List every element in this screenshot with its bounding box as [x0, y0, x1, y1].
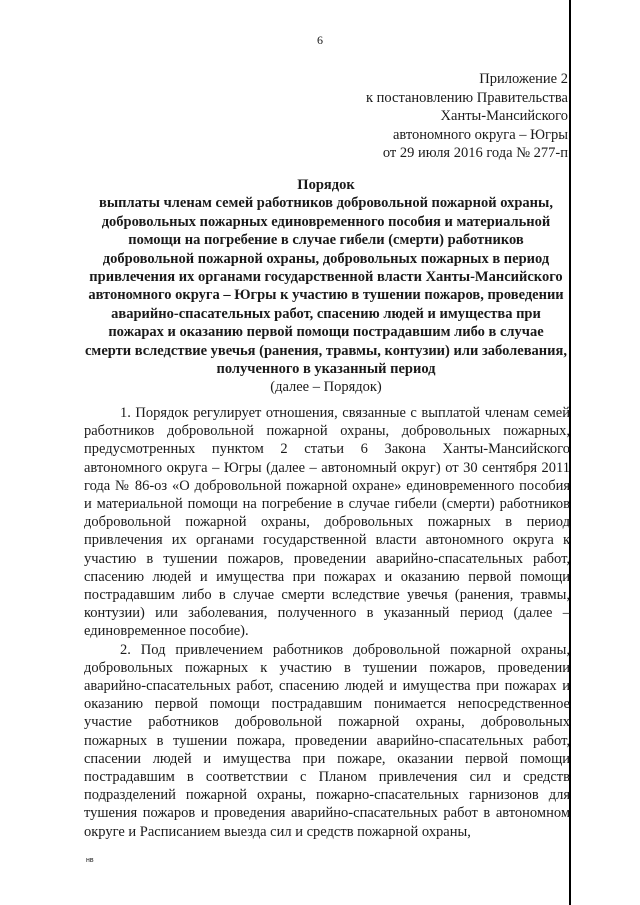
document-title-block [84, 176, 568, 397]
appendix-line: автономного округа – Югры [392, 126, 568, 143]
page-number: 6 [317, 33, 323, 47]
appendix-line: от 29 июля 2016 года № 277-п [382, 145, 568, 161]
paragraph: 1. Порядок регулирует отношения, связанные с выплатой членам семей работников добровольной пожарной охраны, добровольных пожарных, предусмотренных пунктом 2 статьи 6 Закона Ханты-Мансийского автономного округа – Югры (далее – автономный округ) от 30 сентября 2011 года № 86-оз «О добровольной пожарной охране» единовременного пособия и материальной помощи на погребение в случае гибели (смерти) работников добровольной пожарной охраны, добровольных пожарных в период привлечения их органами государственной власти автономного округа к участию в тушении пожаров, проведении аварийно-спасательных работ, спасению людей и имущества при пожарах и оказанию первой помощи пострадавшим либо в случае смерти вследствие увечья (ранения, травмы, контузии) или заболевания, полученного в указанный период (далее – единовременное пособие). [84, 405, 570, 640]
document-title-note: (далее – Порядок) [270, 379, 382, 396]
footer-mark: нв [86, 857, 94, 864]
appendix-line: Ханты-Мансийского [440, 108, 568, 124]
document-body [84, 404, 570, 841]
document-title-description: выплаты членам семей работников добровольной пожарной охраны, добровольных пожарных единовременного пособия и материальной помощи на погребение в случае гибели (смерти) работников добровольной пожарной охраны, добровольных пожарных в период привлечения их органами государственной власти Ханты-Мансийского автономного округа – Югры к участию в тушении пожаров, проведении аварийно-спасательных работ, спасению людей и имущества при пожарах и оказанию первой помощи пострадавшим либо в случае смерти вследствие увечья (ранения, травмы, контузии) или заболевания, полученного в указанный период [85, 195, 567, 378]
appendix-line: к постановлению Правительства [366, 89, 568, 106]
appendix-block [366, 70, 568, 163]
paragraph: 2. Под привлечением работников добровольной пожарной охраны, добровольных пожарных к участию в тушении пожаров, проведении аварийно-спасательных работ, спасению людей и имущества при пожарах и оказанию первой помощи пострадавшим понимается непосредственное участие работников добровольной пожарной охраны, добровольных пожарных в тушении пожара, проведении аварийно-спасательных работ, спасении людей и имущества при пожаре, оказании первой помощи пострадавшим в соответствии с Планом привлечения сил и средств подразделений пожарной охраны, пожарно-спасательных гарнизонов для тушения пожаров и проведения аварийно-спасательных работ в автономном округе и Расписанием выезда сил и средств пожарной охраны, [84, 641, 570, 840]
document-title: Порядок [297, 177, 355, 193]
appendix-line: Приложение 2 [479, 71, 568, 87]
